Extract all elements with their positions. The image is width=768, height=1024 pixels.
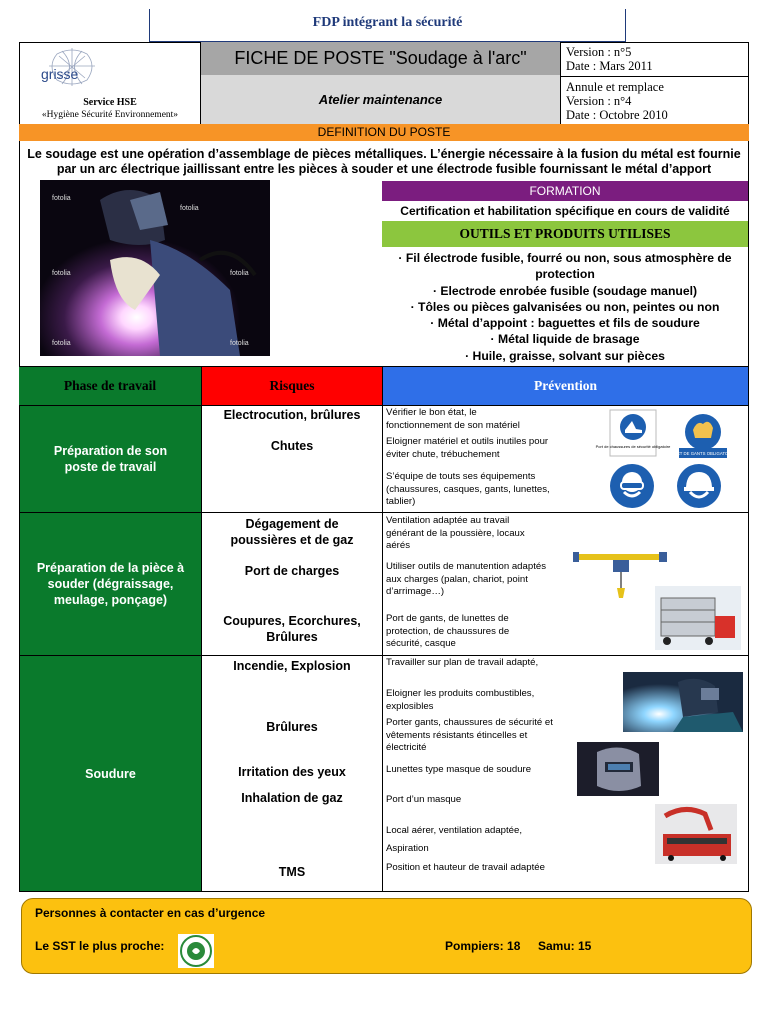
sign-caption: Port de chaussures de sécurité obligatoire (595, 444, 671, 449)
service-detail: «Hygiène Sécurité Environnement» (41, 110, 179, 120)
contact-title: Personnes à contacter en cas d’urgence (35, 906, 266, 920)
photo-watermark: fotolia (52, 195, 71, 202)
tools-item: · Tôles ou pièces galvanisées ou non, peintes ou non (410, 299, 720, 314)
hoist-crane-icon (573, 548, 668, 603)
prevention-item: Utiliser outils de manutention adaptés aux charges (palan, chariot, point d’arrimage…) (386, 561, 546, 597)
tools-item: · Métal d’appoint : baguettes et fils de soudure (430, 316, 700, 331)
service-name: Service HSE (83, 97, 137, 108)
pompiers-number: Pompiers: 18 (445, 939, 521, 953)
prevention-item: S’équipe de touts ses équipements (chaussures, casques, gants, lunettes, tablier) (386, 471, 550, 507)
prevention-item: Travailler sur plan de travail adapté, (386, 657, 539, 668)
definition-heading-text: DEFINITION DU POSTE (317, 125, 451, 139)
version-info (561, 42, 749, 125)
prevention-item: Lunettes type masque de soudure (386, 764, 532, 775)
risk-item: Incendie, Explosion (233, 659, 351, 673)
risk-item: TMS (278, 865, 306, 879)
document-banner (149, 9, 626, 42)
workbench-trolley-icon (655, 586, 741, 650)
header-risks: Risques (202, 367, 382, 405)
photo-watermark: fotolia (230, 340, 249, 347)
prevention-item: Ventilation adaptée au travail générant de la poussière, locaux aérés (386, 515, 525, 551)
sign-caption: PORT DE GANTS OBLIGATOIRE (670, 451, 736, 456)
risk-item: Coupures, Ecorchures, Brûlures (223, 614, 361, 644)
photo-watermark: fotolia (52, 340, 71, 347)
column-divider (382, 366, 383, 892)
page-subtitle (201, 75, 561, 125)
photo-watermark: fotolia (52, 270, 71, 277)
phase-label: Préparation de la pièce à souder (dégraissage, meulage, ponçage) (36, 561, 185, 607)
welding-mask-photo-icon (577, 742, 659, 796)
samu-number: Samu: 15 (538, 939, 592, 953)
prevention-item: Port d’un masque (386, 794, 462, 805)
version-divider (561, 76, 749, 77)
tools-heading-text: OUTILS ET PRODUITS UTILISES (459, 226, 671, 241)
welder-photo (40, 180, 270, 356)
prevention-item: Porter gants, chaussures de sécurité et vêtements résistants étincelles et électricité (386, 717, 553, 753)
prevention-item: Port de gants, de lunettes de protection, de chaussures de sécurité, casque (386, 613, 510, 649)
phase-cell (20, 513, 201, 655)
version-current: Version : n°5 (566, 45, 632, 59)
formation-text: Certification et habilitation spécifique en cours de validité (400, 204, 730, 218)
safety-shoes-sign-icon (595, 410, 671, 456)
risk-item: Dégagement de poussières et de gaz (230, 517, 354, 547)
photo-watermark: fotolia (230, 270, 249, 277)
tools-heading (382, 221, 748, 247)
prevention-item: Local aérer, ventilation adaptée, (386, 825, 523, 836)
prevention-item: Eloigner matériel et outils inutiles pour éviter chute, trébuchement (386, 436, 549, 460)
helmet-sign-icon (675, 462, 723, 510)
definition-heading (19, 124, 749, 141)
welding-photo-icon (40, 180, 270, 356)
phase-cell (20, 406, 201, 512)
grisse-logo-icon (37, 46, 107, 96)
version-old: Version : n°4 (566, 94, 632, 108)
prevention-item: Position et hauteur de travail adaptée (386, 862, 545, 873)
header-prevention: Prévention (383, 367, 748, 405)
header-phase: Phase de travail (19, 367, 201, 405)
sst-label: Le SST le plus proche: (35, 939, 165, 953)
replaces-label: Annule et remplace (566, 80, 664, 94)
fume-extractor-photo-icon (655, 804, 737, 864)
risk-item: Inhalation de gaz (241, 791, 343, 805)
tools-list (382, 250, 748, 364)
risk-item: Port de charges (244, 564, 340, 578)
version-date: Date : Mars 2011 (566, 59, 653, 73)
risk-item: Chutes (270, 439, 314, 453)
gloves-sign-icon (670, 412, 736, 460)
tools-item: · Fil électrode fusible, fourré ou non, sous atmosphère de protection (398, 251, 732, 282)
prevention-item: Vérifier le bon état, le fonctionnement de son matériel (386, 407, 520, 431)
logo-cell (19, 42, 201, 125)
phase-label: Préparation de son poste de travail (53, 444, 168, 474)
risk-item: Brûlures (266, 720, 318, 734)
phase-label: Soudure (85, 766, 136, 781)
banner-title: FDP intégrant la sécurité (312, 15, 463, 30)
logo-wordmark: grisse (41, 66, 79, 82)
version-old-date: Date : Octobre 2010 (566, 108, 668, 122)
prevention-item: Eloigner les produits combustibles, explosibles (386, 688, 535, 712)
page-subtitle-text: Atelier maintenance (318, 92, 443, 107)
page-title (201, 42, 561, 75)
phase-cell (20, 656, 201, 891)
risk-item: Electrocution, brûlures (223, 408, 361, 422)
prevention-item: Aspiration (386, 843, 429, 854)
photo-watermark: fotolia (180, 205, 199, 212)
welder-at-work-photo-icon (623, 672, 743, 732)
sst-badge-icon (178, 934, 214, 968)
tools-item: · Electrode enrobée fusible (soudage manuel) (432, 283, 698, 298)
goggles-sign-icon (608, 462, 656, 510)
definition-text: Le soudage est une opération d’assemblage de pièces métalliques. L’énergie nécessaire à la fusion du métal est fournie par un arc électrique jaillissant entre les pièces à souder et une électrode fusible fournissant le métal d’apport (27, 147, 741, 176)
risk-item: Irritation des yeux (238, 765, 346, 779)
formation-heading (382, 181, 748, 201)
tools-item: · Métal liquide de brasage (490, 332, 640, 347)
page-title-text: FICHE DE POSTE "Soudage à l'arc" (234, 48, 527, 68)
formation-heading-text: FORMATION (529, 184, 601, 198)
tools-item: · Huile, graisse, solvant sur pièces (465, 348, 665, 363)
